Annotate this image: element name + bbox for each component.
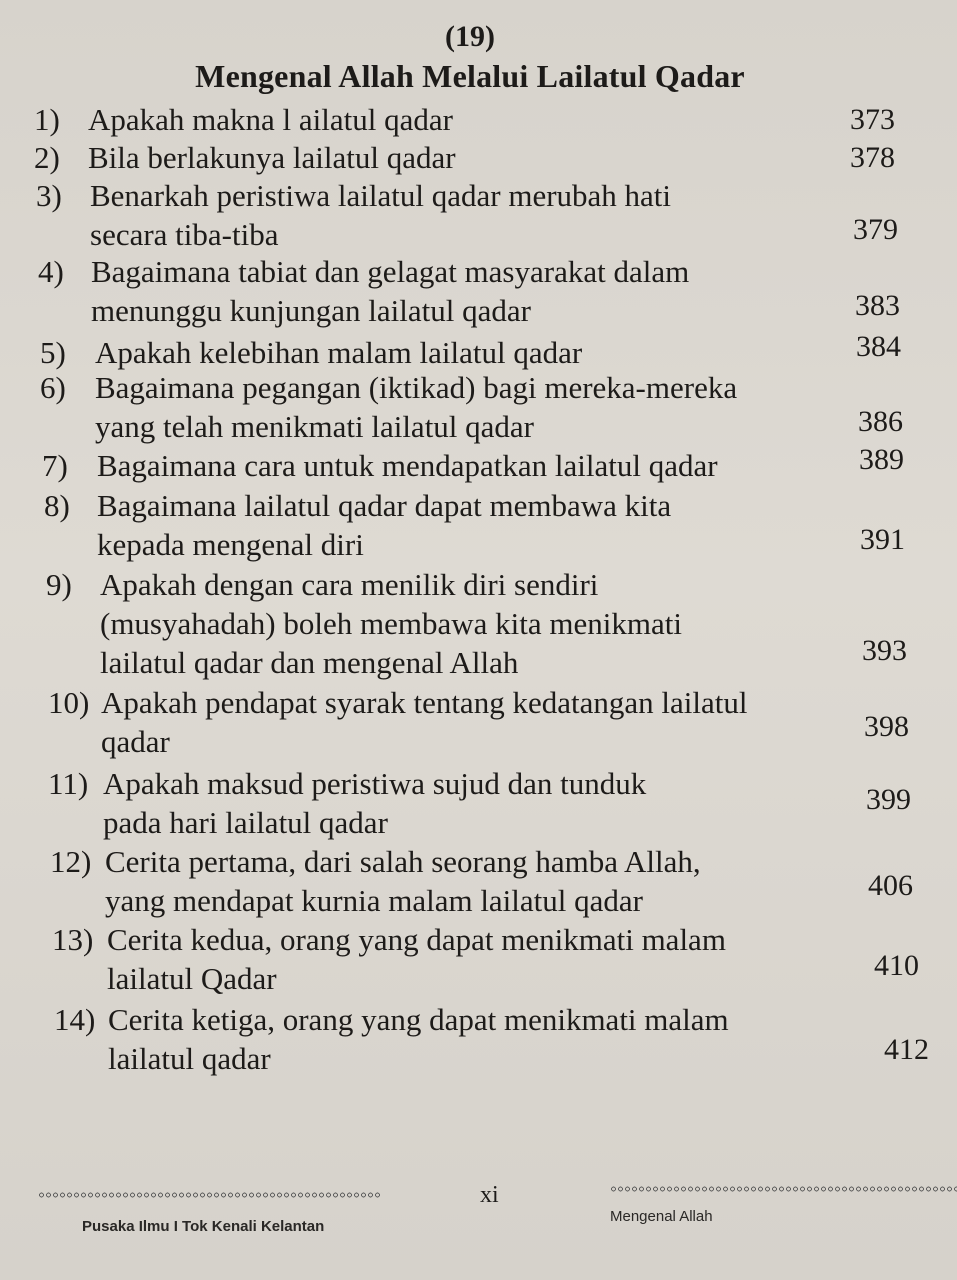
toc-entry bbox=[48, 764, 940, 842]
toc-entry-title bbox=[95, 368, 737, 446]
toc-entry-line: Cerita pertama, dari salah seorang hamba Allah, bbox=[105, 844, 701, 879]
toc-entry-title bbox=[88, 138, 456, 177]
toc-entry-title bbox=[107, 920, 726, 998]
toc-entry bbox=[40, 330, 940, 372]
toc-entry-page-number: 384 bbox=[856, 330, 901, 363]
toc-entry-number: 5) bbox=[40, 335, 66, 370]
section-title: Mengenal Allah Melalui Lailatul Qadar bbox=[195, 58, 745, 94]
footer-right-ornament bbox=[610, 1186, 957, 1192]
toc-entry-line: Apakah maksud peristiwa sujud dan tunduk bbox=[103, 766, 647, 801]
toc-entry-line: kepada mengenal diri bbox=[97, 527, 364, 562]
toc-entry bbox=[38, 252, 940, 330]
toc-entry-line: Bagaimana tabiat dan gelagat masyarakat dalam bbox=[91, 254, 690, 289]
toc-entry-number: 12) bbox=[50, 844, 92, 879]
toc-entry-title bbox=[91, 252, 689, 330]
toc-entry-page-number: 383 bbox=[855, 289, 900, 322]
toc-entry bbox=[50, 842, 940, 920]
toc-entry-line: Apakah dengan cara menilik diri sendiri bbox=[100, 567, 599, 602]
toc-entry bbox=[46, 565, 940, 682]
toc-entry bbox=[42, 443, 940, 485]
toc-entry-title bbox=[97, 486, 671, 564]
toc-entry-title bbox=[88, 100, 453, 139]
toc-entry-line: Apakah pendapat syarak tentang kedatangan lailatul bbox=[101, 685, 748, 720]
toc-entry-page-number: 379 bbox=[853, 213, 898, 246]
toc-entry-line: lailatul qadar bbox=[108, 1041, 271, 1076]
toc-entry-number: 10) bbox=[48, 685, 90, 720]
toc-entry bbox=[40, 368, 940, 446]
toc-entry-number: 2) bbox=[34, 140, 60, 175]
toc-entry-line: Bagaimana pegangan (iktikad) bagi mereka-mereka bbox=[95, 370, 738, 405]
toc-entry-page-number: 399 bbox=[866, 783, 911, 816]
toc-entry bbox=[34, 100, 940, 139]
toc-entry-number: 13) bbox=[52, 922, 94, 957]
toc-entry bbox=[34, 138, 940, 177]
toc-entry-line: Apakah makna l ailatul qadar bbox=[88, 102, 453, 137]
toc-entry-title bbox=[97, 446, 718, 485]
toc-entry-title bbox=[105, 842, 701, 920]
toc-entry-number: 9) bbox=[46, 567, 72, 602]
toc-entry bbox=[54, 1000, 940, 1078]
toc-entry-line: yang telah menikmati lailatul qadar bbox=[95, 409, 535, 444]
toc-entry-title bbox=[90, 176, 671, 254]
toc-entry-page-number: 391 bbox=[860, 523, 905, 556]
toc-entry-line: yang mendapat kurnia malam lailatul qadar bbox=[105, 883, 643, 918]
toc-entry bbox=[52, 920, 940, 998]
toc-entry-page-number: 410 bbox=[874, 949, 919, 982]
toc-entry-line: Bila berlakunya lailatul qadar bbox=[88, 140, 456, 175]
toc-entry-number: 3) bbox=[36, 178, 62, 213]
toc-entry bbox=[44, 486, 940, 564]
toc-entry-number: 7) bbox=[42, 448, 68, 483]
section-number: (19) bbox=[445, 20, 495, 53]
toc-entry-number: 4) bbox=[38, 254, 64, 289]
footer-left-text: Pusaka Ilmu I Tok Kenali Kelantan bbox=[82, 1218, 325, 1235]
toc-entry-title bbox=[100, 565, 682, 682]
toc-entry-line: Bagaimana lailatul qadar dapat membawa kita bbox=[97, 488, 672, 523]
toc-entry-line: qadar bbox=[101, 724, 170, 759]
toc-entry-title bbox=[95, 333, 582, 372]
toc-entry-line: Benarkah peristiwa lailatul qadar merubah hati bbox=[90, 178, 672, 213]
toc-entry-page-number: 389 bbox=[859, 443, 904, 476]
toc-entry-page-number: 373 bbox=[850, 103, 895, 136]
toc-entry-page-number: 406 bbox=[868, 869, 913, 902]
toc-entry-line: pada hari lailatul qadar bbox=[103, 805, 388, 840]
toc-entry-number: 8) bbox=[44, 488, 70, 523]
toc-entry-title bbox=[101, 683, 747, 761]
footer-left-ornament bbox=[38, 1192, 380, 1198]
toc-entry-line: Cerita kedua, orang yang dapat menikmati malam bbox=[107, 922, 726, 957]
toc-entry-page-number: 412 bbox=[884, 1033, 929, 1066]
toc-entry bbox=[36, 176, 940, 254]
toc-entry-line: lailatul Qadar bbox=[107, 961, 277, 996]
toc-entry-line: secara tiba-tiba bbox=[90, 217, 279, 252]
toc-entry-line: lailatul qadar dan mengenal Allah bbox=[100, 645, 519, 680]
toc-entry-line: Apakah kelebihan malam lailatul qadar bbox=[95, 335, 583, 370]
toc-entry-title bbox=[108, 1000, 729, 1078]
toc-entry-page-number: 398 bbox=[864, 710, 909, 743]
toc-entry-number: 11) bbox=[48, 766, 89, 801]
toc-entry bbox=[48, 683, 940, 761]
toc-entry-page-number: 386 bbox=[858, 405, 903, 438]
toc-entry-page-number: 378 bbox=[850, 141, 895, 174]
page-number: xi bbox=[480, 1182, 499, 1208]
toc-entry-page-number: 393 bbox=[862, 634, 907, 667]
toc-entry-line: menunggu kunjungan lailatul qadar bbox=[91, 293, 531, 328]
toc-entry-title bbox=[103, 764, 646, 842]
footer-right-text: Mengenal Allah bbox=[610, 1208, 713, 1225]
toc-entry-line: Bagaimana cara untuk mendapatkan lailatul qadar bbox=[97, 448, 718, 483]
toc-entry-number: 14) bbox=[54, 1002, 96, 1037]
toc-entry-line: Cerita ketiga, orang yang dapat menikmati malam bbox=[108, 1002, 729, 1037]
toc-entry-number: 1) bbox=[34, 102, 60, 137]
toc-entry-line: (musyahadah) boleh membawa kita menikmati bbox=[100, 606, 682, 641]
toc-entry-number: 6) bbox=[40, 370, 66, 405]
